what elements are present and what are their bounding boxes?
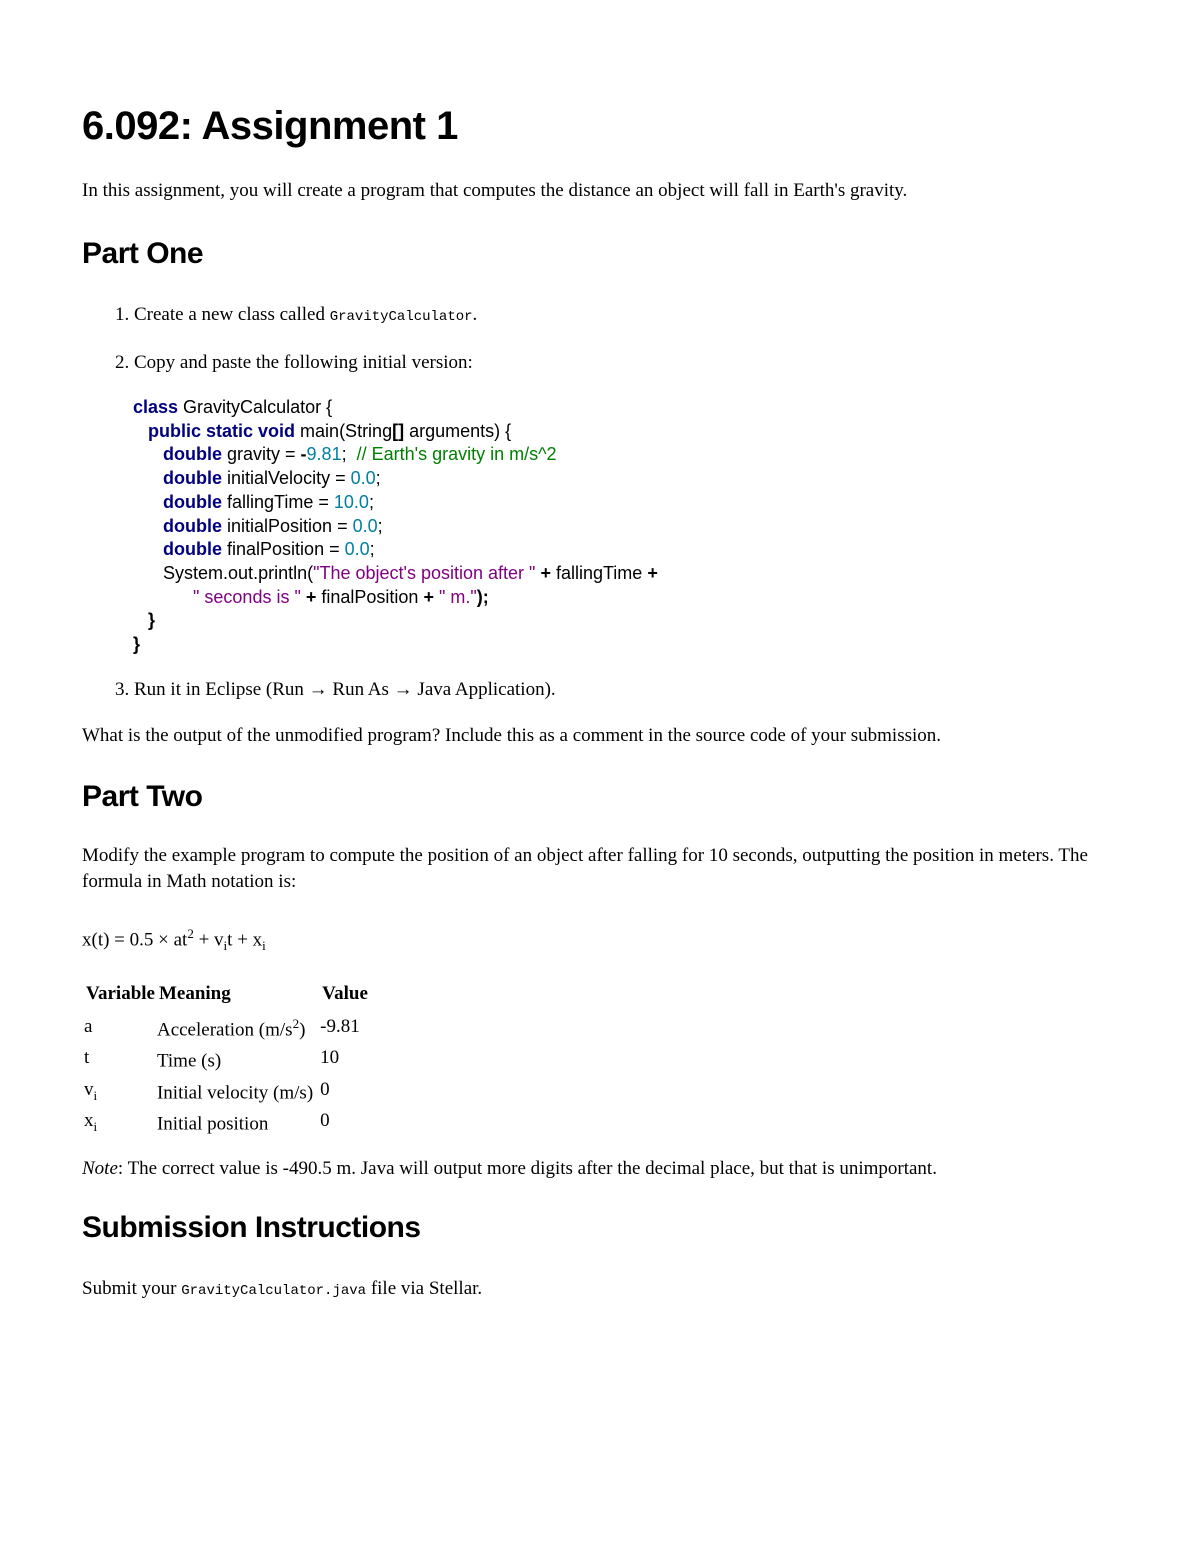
table-row: [82, 1107, 368, 1138]
value-cell: -9.81: [320, 1015, 360, 1037]
value-cell: 10: [320, 1047, 340, 1069]
code-block: class GravityCalculator { public static void main(String[] arguments) { double gravity = -9.81; // Earth's gravity in m/s^2 double initialVelocity = 0.0; double fallingTime = 10.0; double initialPosition = 0.0; double finalPosition = 0.0; System.out.println("The object's position after " + fallingTime + " seconds is " + finalPosition + " m."); } }: [133, 397, 658, 655]
variable-cell: a: [84, 1015, 93, 1037]
meaning-cell: Acceleration $(m/s^2)$: [156, 1015, 306, 1041]
column-header: Meaning: [158, 982, 231, 1004]
step-2: 2. Copy and paste the following initial version: class GravityCalculator { public static void main(String[] arguments) { double gravity = -9.81; // Earth's gravity in m/s^2 double initialVelocity = 0.0; double fallingTime = 10.0; double initialPosition = 0.0; double finalPosition = 0.0; System.out.println("The object's position after " + fallingTime + " seconds is " + finalPosition + " m."); } }: [134, 350, 1112, 657]
intro-paragraph: In this assignment, you will create a program that computes the distance an object will fall in Earth's gravity.: [82, 180, 908, 201]
table-row: [82, 1044, 368, 1075]
variables-table: [82, 981, 368, 1138]
table-row: [82, 1013, 368, 1044]
part-two-description: Modify the example program to compute the position of an object after falling for 10 seconds, outputting the position in meters. The formula in Math notation is:: [82, 844, 1088, 892]
note-label: Note: [82, 1158, 118, 1180]
meaning-cell: Initial velocity (m/s): [156, 1081, 314, 1103]
variable-cell: $v_i$: [84, 1078, 98, 1103]
page-title: 6.092: Assignment 1: [82, 104, 458, 148]
document-page: [82, 100, 1112, 1304]
submission-heading: Submission Instructions: [82, 1211, 421, 1245]
meaning-cell: Time (s): [156, 1050, 222, 1072]
meaning-cell: Initial position: [156, 1113, 269, 1135]
column-header: Variable: [86, 982, 155, 1004]
submission-paragraph: Submit your GravityCalculator.java file via Stellar.: [82, 1278, 483, 1300]
class-name-code: GravityCalculator: [329, 309, 473, 325]
step-3: 3. Run it in Eclipse (Run → Run As → Java Application).: [134, 677, 1112, 703]
column-header: Value: [322, 982, 368, 1004]
value-cell: 0: [320, 1109, 330, 1131]
note-paragraph: Note: The correct value is -490.5 m. Java will output more digits after the decimal place, but that is unimportant.: [82, 1158, 937, 1180]
part-one-steps: [82, 302, 1112, 703]
question-paragraph: What is the output of the unmodified program? Include this as a comment in the source code of your submission.: [82, 724, 942, 746]
step-1: 1. Create a new class called GravityCalculator.: [134, 302, 1112, 330]
part-two-heading: Part Two: [82, 779, 203, 813]
part-one-heading: Part One: [82, 237, 204, 270]
table-row: [82, 1076, 368, 1107]
value-cell: 0: [320, 1078, 330, 1100]
file-name-code: GravityCalculator.java: [181, 1283, 367, 1300]
variable-cell: $x_i$: [84, 1109, 98, 1134]
variable-cell: t: [84, 1047, 90, 1069]
formula: $x(t) = 0.5 \times at^2 + v_it + x_i$: [82, 925, 266, 953]
table-header-row: [82, 981, 368, 1013]
